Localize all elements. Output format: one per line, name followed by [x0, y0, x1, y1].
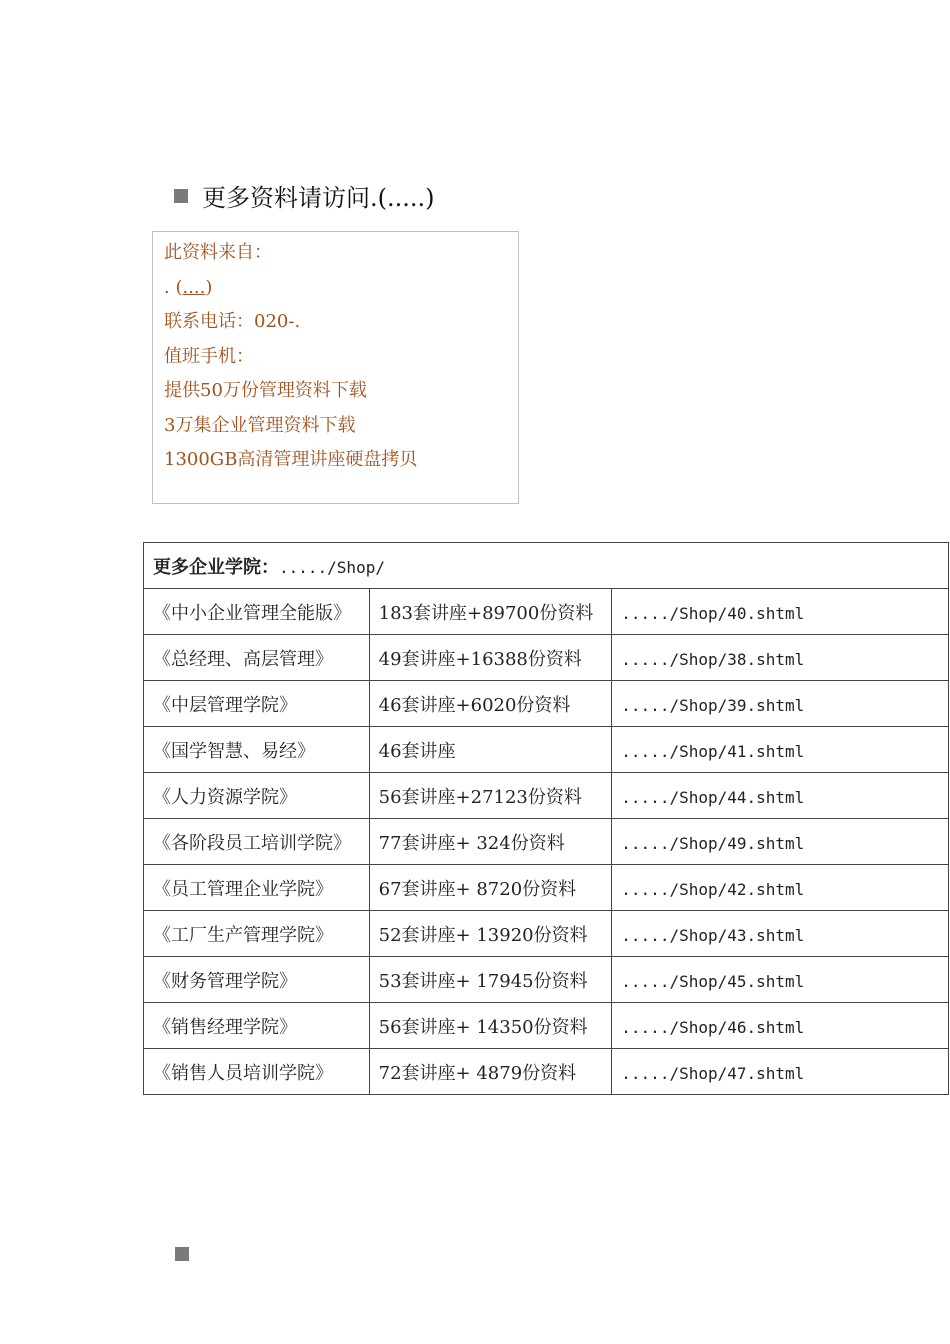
course-desc-cell: 77套讲座+ 324份资料 [369, 819, 612, 865]
source-link[interactable]: .... [182, 276, 206, 298]
bullet-square-icon [174, 189, 188, 203]
table-row [144, 727, 949, 773]
table-header-cell [144, 543, 949, 589]
course-url-cell[interactable]: ...../Shop/40.shtml [612, 589, 949, 635]
table-row [144, 681, 949, 727]
course-name-cell: 《各阶段员工培训学院》 [144, 819, 370, 865]
course-url-cell[interactable]: ...../Shop/44.shtml [612, 773, 949, 819]
phone-line: 联系电话：020-. [164, 311, 301, 332]
course-name-cell: 《财务管理学院》 [144, 957, 370, 1003]
course-desc-cell: 56套讲座+27123份资料 [369, 773, 612, 819]
course-name-cell: 《员工管理企业学院》 [144, 865, 370, 911]
table-row [144, 865, 949, 911]
course-desc-cell: 183套讲座+89700份资料 [369, 589, 612, 635]
table-row [144, 957, 949, 1003]
course-name-cell: 《工厂生产管理学院》 [144, 911, 370, 957]
course-url-cell[interactable]: ...../Shop/45.shtml [612, 957, 949, 1003]
course-url-cell[interactable]: ...../Shop/39.shtml [612, 681, 949, 727]
table-row [144, 773, 949, 819]
table-row [144, 1003, 949, 1049]
source-link-line [164, 271, 518, 306]
table-header-row [144, 543, 949, 589]
course-url-cell[interactable]: ...../Shop/42.shtml [612, 865, 949, 911]
course-desc-cell: 67套讲座+ 8720份资料 [369, 865, 612, 911]
source-label: 此资料来自： [164, 242, 272, 263]
course-desc-cell: 46套讲座+6020份资料 [369, 681, 612, 727]
course-url-cell[interactable]: ...../Shop/43.shtml [612, 911, 949, 957]
course-desc-cell: 49套讲座+16388份资料 [369, 635, 612, 681]
course-name-cell: 《总经理、高层管理》 [144, 635, 370, 681]
table-row [144, 819, 949, 865]
table-row [144, 911, 949, 957]
course-desc-cell: 53套讲座+ 17945份资料 [369, 957, 612, 1003]
course-url-cell[interactable]: ...../Shop/46.shtml [612, 1003, 949, 1049]
offer-line-3: 1300GB高清管理讲座硬盘拷贝 [164, 449, 418, 470]
course-name-cell: 《中小企业管理全能版》 [144, 589, 370, 635]
source-info-box [152, 231, 519, 504]
table-header-label: 更多企业学院： [153, 557, 279, 578]
heading-text: 更多资料请访问.(.....) [202, 184, 435, 212]
page-heading [174, 178, 435, 213]
course-url-cell[interactable]: ...../Shop/41.shtml [612, 727, 949, 773]
source-link-prefix: . ( [164, 276, 183, 298]
table-row [144, 589, 949, 635]
course-name-cell: 《销售经理学院》 [144, 1003, 370, 1049]
source-link-suffix: ) [205, 276, 213, 298]
mobile-line: 值班手机： [164, 345, 254, 367]
course-url-cell[interactable]: ...../Shop/47.shtml [612, 1049, 949, 1095]
table-header-url[interactable]: ...../Shop/ [279, 558, 385, 577]
courses-table [143, 542, 949, 1095]
course-url-cell[interactable]: ...../Shop/38.shtml [612, 635, 949, 681]
course-desc-cell: 52套讲座+ 13920份资料 [369, 911, 612, 957]
offer-line-2: 3万集企业管理资料下载 [164, 414, 356, 436]
course-desc-cell: 56套讲座+ 14350份资料 [369, 1003, 612, 1049]
course-desc-cell: 72套讲座+ 4879份资料 [369, 1049, 612, 1095]
course-name-cell: 《人力资源学院》 [144, 773, 370, 819]
course-desc-cell: 46套讲座 [369, 727, 612, 773]
course-name-cell: 《销售人员培训学院》 [144, 1049, 370, 1095]
table-row [144, 635, 949, 681]
course-name-cell: 《中层管理学院》 [144, 681, 370, 727]
course-url-cell[interactable]: ...../Shop/49.shtml [612, 819, 949, 865]
table-row [144, 1049, 949, 1095]
offer-line-1: 提供50万份管理资料下载 [164, 380, 367, 401]
course-name-cell: 《国学智慧、易经》 [144, 727, 370, 773]
bullet-square-icon [175, 1247, 189, 1261]
